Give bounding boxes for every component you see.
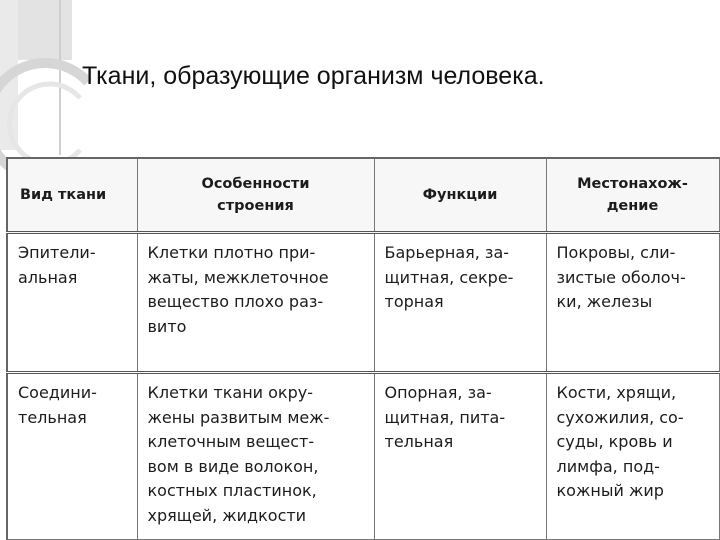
cell-tissue-type: Эпители- альная — [7, 233, 137, 373]
table-header-row — [7, 158, 719, 233]
cell-functions: Барьерная, за- щитная, секре- торная — [374, 233, 546, 373]
tissues-table — [6, 157, 720, 540]
cell-tissue-type: Соедини- тельная — [7, 373, 137, 540]
cell-location: Покровы, сли- зистые оболоч- ки, железы — [546, 233, 719, 373]
left-band — [0, 0, 18, 150]
table-row — [7, 373, 719, 540]
top-left-panel — [0, 0, 72, 60]
cell-location: Кости, хрящи, сухожилия, со- суды, кровь и лимфа, под- кожный жир — [546, 373, 719, 540]
table-row — [7, 233, 719, 373]
cell-structure: Клетки ткани окру- жены развитым меж- клеточным вещест- вом в виде волокон, костных пластинок, хрящей, жидкости — [137, 373, 374, 540]
page-title: Ткани, образующие организм человека. — [82, 62, 545, 90]
header-structure: Особенности строения — [137, 158, 374, 233]
header-location: Местонахож- дение — [546, 158, 719, 233]
cell-functions: Опорная, за- щитная, пита- тельная — [374, 373, 546, 540]
header-tissue-type: Вид ткани — [7, 158, 137, 233]
header-functions: Функции — [374, 158, 546, 233]
decorative-arc-inner — [10, 84, 80, 164]
cell-structure: Клетки плотно при- жаты, межклеточное вещество плохо раз- вито — [137, 233, 374, 373]
